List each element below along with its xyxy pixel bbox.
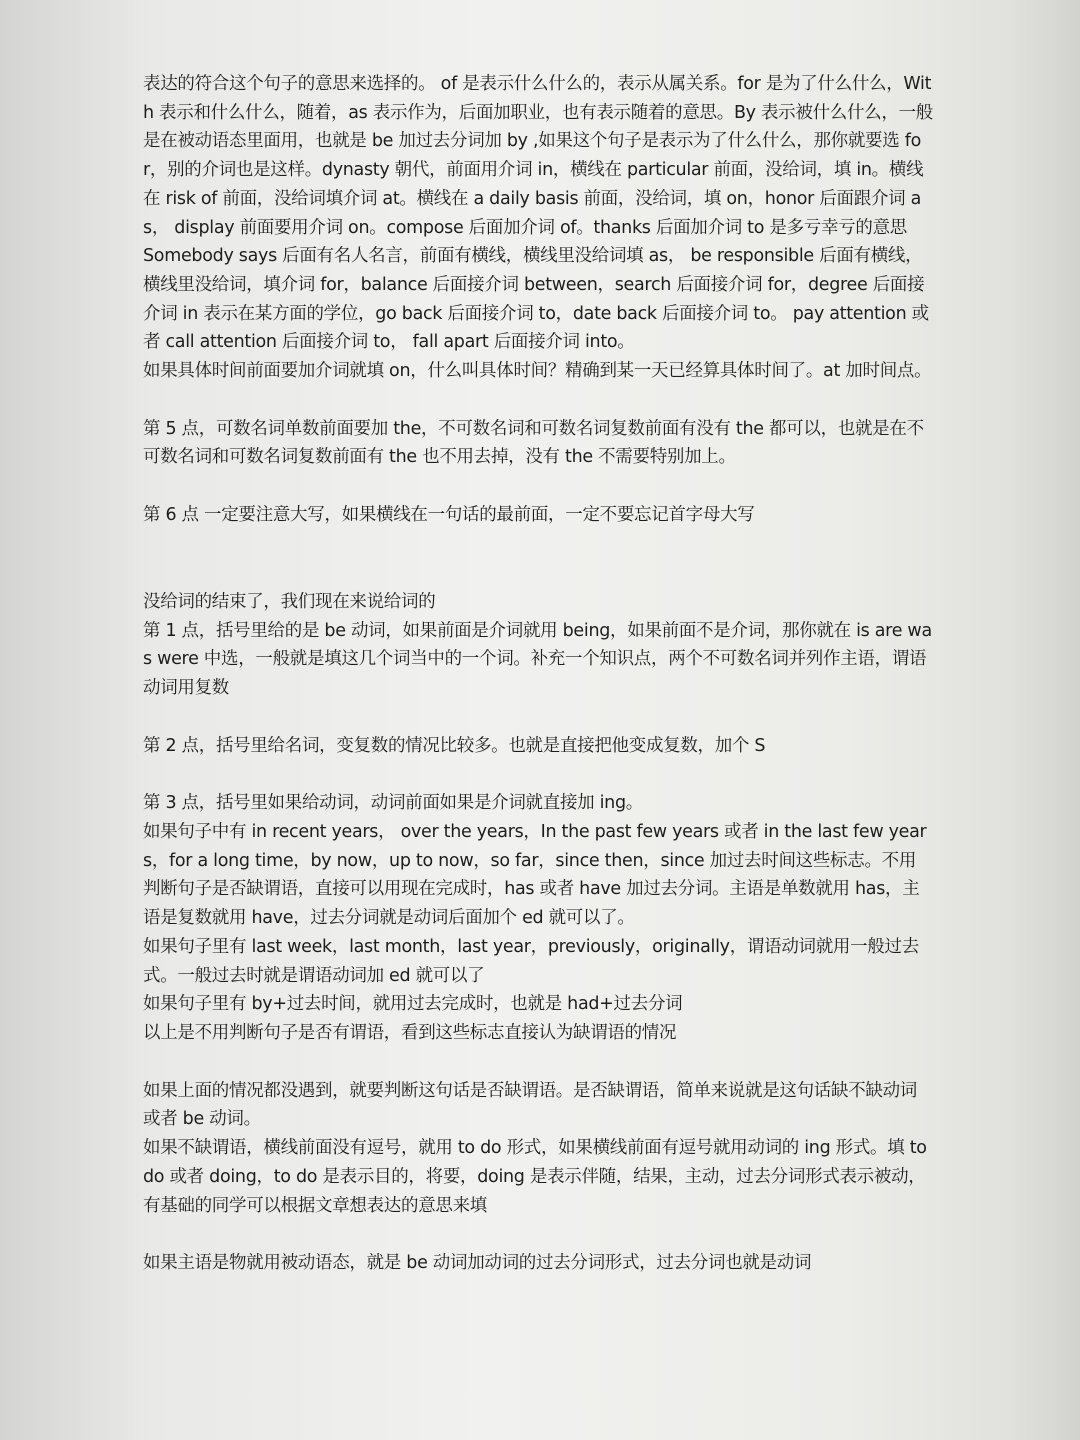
paragraph-to-do-or-doing: 如果不缺谓语，横线前面没有逗号，就用 to do 形式，如果横线前面有逗号就用动词的 ing 形式。填 to do 或者 doing，to do 是表示目的，将要，doing 是表示伴随，结果，主动，过去分词形式表示被动，有基础的同学可以根据文章想表达的意思来填 [143,1138,927,1216]
spacer [143,386,933,415]
paragraph-preposition-collocations: Somebody says 后面有名人名言，前面有横线，横线里没给词填 as， be responsible 后面有横线，横线里没给词，填介词 for，balance 后面接介词 between，search 后面接介词 for，degree 后面接介词 in 表示在某方面的学位，go back 后面接介词 to，date back 后面接介词 to。 pay attention 或者 call attention 后面接介词 to， fall apart 后面接介词 into。 [143,246,929,353]
page-edge-shadow [1010,0,1080,1440]
document-body [143,70,933,1278]
paragraph-passive-voice: 如果主语是物就用被动语态，就是 be 动词加动词的过去分词形式，过去分词也就是动词 [143,1253,812,1274]
paragraph-given-point-2: 第 2 点，括号里给名词，变复数的情况比较多。也就是直接把他变成复数，加个 S [143,735,766,756]
paragraph-time-prepositions: 如果具体时间前面要加介词就填 on，什么叫具体时间？精确到某一天已经算具体时间了。at 加时间点。 [143,361,932,382]
spacer [143,1048,933,1077]
spacer [143,703,933,732]
paragraph-point-6: 第 6 点 一定要注意大写，如果横线在一句话的最前面，一定不要忘记首字母大写 [143,505,755,526]
paragraph-past-perfect: 如果句子里有 by+过去时间，就用过去完成时，也就是 had+过去分词 [143,994,683,1015]
paragraph-past-tense-markers: 如果句子里有 last week，last month，last year，previously，originally，谓语动词就用一般过去式。一般过去时就是谓语动词加 ed 就可以了 [143,936,919,986]
paragraph-prepositions-meaning: 表达的符合这个句子的意思来选择的。 of 是表示什么什么的，表示从属关系。for 是为了什么什么，With 表示和什么什么，随着，as 表示作为，后面加职业，也有表示随着的意思。By 表示被什么什么，一般是在被动语态里面用，也就是 be 加过去分词加 by ,如果这个句子是表示为了什么什么，那你就要选 for，别的介词也是这样。dynasty 朝代，前面用介词 in，横线在 particular 前面，没给词，填 in。横线在 risk of 前面，没给词填介词 at。横线在 a daily basis 前面，没给词，填 on，honor 后面跟介词 as， display 前面要用介词 on。compose 后面加介词 of。thanks 后面加介词 to 是多亏幸亏的意思 [143,74,933,238]
paragraph-point-5: 第 5 点，可数名词单数前面要加 the，不可数名词和可数名词复数前面有没有 the 都可以，也就是在不可数名词和可数名词复数前面有 the 也不用去掉，没有 the 不需要特别加上。 [143,418,924,468]
paragraph-present-perfect-markers: 如果句子中有 in recent years， over the years，In the past few years 或者 in the last few years，for a long time，by now，up to now，so far，since then，since 加过去时间这些标志。不用判断句子是否缺谓语，直接可以用现在完成时，has 或者 have 加过去分词。主语是单数就用 has，主语是复数就用 have，过去分词就是动词后面加个 ed 就可以了。 [143,822,927,929]
spacer [143,530,933,588]
paragraph-given-point-1: 第 1 点，括号里给的是 be 动词，如果前面是介词就用 being，如果前面不是介词，那你就在 is are was were 中选，一般就是填这几个词当中的一个词。补充一个知识点，两个不可数名词并列作主语，谓语动词用复数 [143,620,932,698]
section-heading-given-words: 没给词的结束了，我们现在来说给词的 [143,591,436,612]
paragraph-check-predicate: 如果上面的情况都没遇到，就要判断这句话是否缺谓语。是否缺谓语，简单来说就是这句话缺不缺动词或者 be 动词。 [143,1080,917,1130]
spacer [143,760,933,789]
spacer [143,1220,933,1249]
paragraph-summary: 以上是不用判断句子是否有谓语，看到这些标志直接认为缺谓语的情况 [143,1022,677,1043]
paragraph-given-point-3: 第 3 点，括号里如果给动词，动词前面如果是介词就直接加 ing。 [143,793,643,814]
spacer [143,472,933,501]
